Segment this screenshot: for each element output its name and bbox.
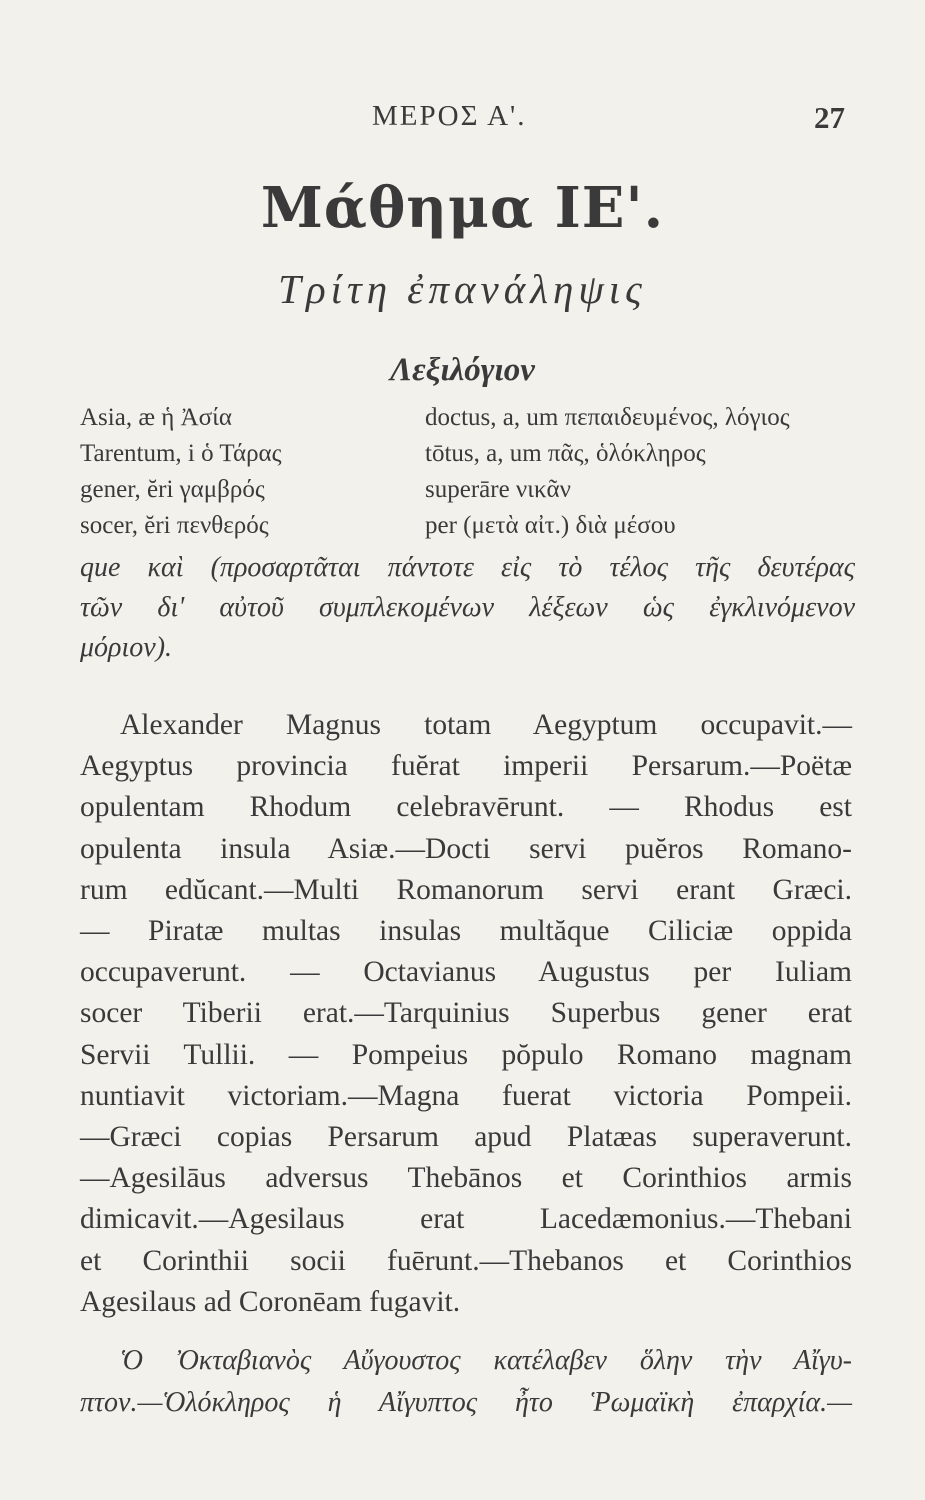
exercise-line: dimicavit.—Agesilaus erat Lacedæmonius.—Thebani [80, 1203, 852, 1236]
lesson-title: Μάθημα ΙΕ'. [260, 175, 665, 241]
vocabulary-entry: Asia, æ ἡ Ἀσία [80, 404, 232, 431]
exercise-line: Alexander Magnus totam Aegyptum occupavit.— [120, 709, 852, 741]
running-title: ΜΕΡΟΣ Α'. [372, 100, 527, 132]
page-number: 27 [814, 100, 845, 135]
exercise-line: et Corinthii socii fuērunt.—Thebanos et Corinthios [80, 1244, 852, 1277]
vocabulary-row [80, 472, 850, 508]
note-line: μόριον). [80, 632, 173, 663]
vocabulary-row [80, 400, 850, 436]
vocabulary-entry: superāre νικᾶν [425, 476, 571, 503]
vocabulary-entry: doctus, a, um πεπαιδευμένος, λόγιος [425, 404, 790, 431]
exercise-line: Aegyptus provincia fuĕrat imperii Persarum.—Poëtæ [80, 750, 852, 783]
vocabulary-entry: tōtus, a, um πᾶς, ὁλόκληρος [425, 440, 706, 467]
lesson-subtitle: Τρίτη ἐπανάληψις [278, 266, 647, 312]
exercise-line: rum edŭcant.—Multi Romanorum servi erant Græci. [80, 873, 852, 906]
vocabulary-entry: socer, ĕri πενθερός [80, 512, 269, 539]
vocabulary-entry: per (μετὰ αἰτ.) διὰ μέσου [425, 512, 676, 539]
translation-line: πτον.—Ὁλόκληρος ἡ Αἴγυπτος ἦτο Ῥωμαϊκὴ ἐπαρχία.— [80, 1387, 852, 1418]
vocabulary-entry: gener, ĕri γαμβρός [80, 476, 265, 503]
vocabulary-row [80, 436, 850, 472]
exercise-line: socer Tiberii erat.—Tarquinius Superbus gener erat [80, 997, 852, 1030]
exercise-line: —Agesilāus adversus Thebānos et Corinthios armis [80, 1162, 852, 1195]
vocabulary-row [80, 508, 850, 544]
exercise-paragraph [80, 705, 852, 1323]
translation-paragraph [80, 1340, 852, 1424]
note-line: τῶν δι' αὐτοῦ συμπλεκομένων λέξεων ὡς ἐγκλινόμενον [80, 592, 855, 623]
exercise-line: — Piratæ multas insulas multăque Ciliciæ oppida [80, 915, 852, 948]
vocabulary-list [80, 400, 850, 544]
exercise-line: opulenta insula Asiæ.—Docti servi puĕros Romano- [80, 832, 852, 865]
grammar-note [80, 548, 855, 668]
exercise-line: —Græci copias Persarum apud Platæas superaverunt. [80, 1121, 852, 1154]
translation-line: Ὁ Ὀκταβιανὸς Αὔγουστος κατέλαβεν ὅλην τὴν Αἴγυ- [120, 1345, 852, 1376]
exercise-line: occupaverunt. — Octavianus Augustus per Iuliam [80, 956, 852, 989]
exercise-line: Agesilaus ad Coronēam fugavit. [80, 1285, 461, 1318]
exercise-line: nuntiavit victoriam.—Magna fuerat victoria Pompeii. [80, 1079, 852, 1112]
vocabulary-heading: Λεξιλόγιον [390, 352, 535, 388]
exercise-line: opulentam Rhodum celebravērunt. — Rhodus est [80, 791, 852, 824]
running-head [0, 100, 925, 140]
exercise-line: Servii Tullii. — Pompeius pŏpulo Romano magnam [80, 1038, 852, 1071]
note-line: que καὶ (προσαρτᾶται πάντοτε εἰς τὸ τέλος τῆς δευτέρας [80, 552, 855, 583]
vocabulary-entry: Tarentum, i ὁ Τάρας [80, 440, 282, 467]
